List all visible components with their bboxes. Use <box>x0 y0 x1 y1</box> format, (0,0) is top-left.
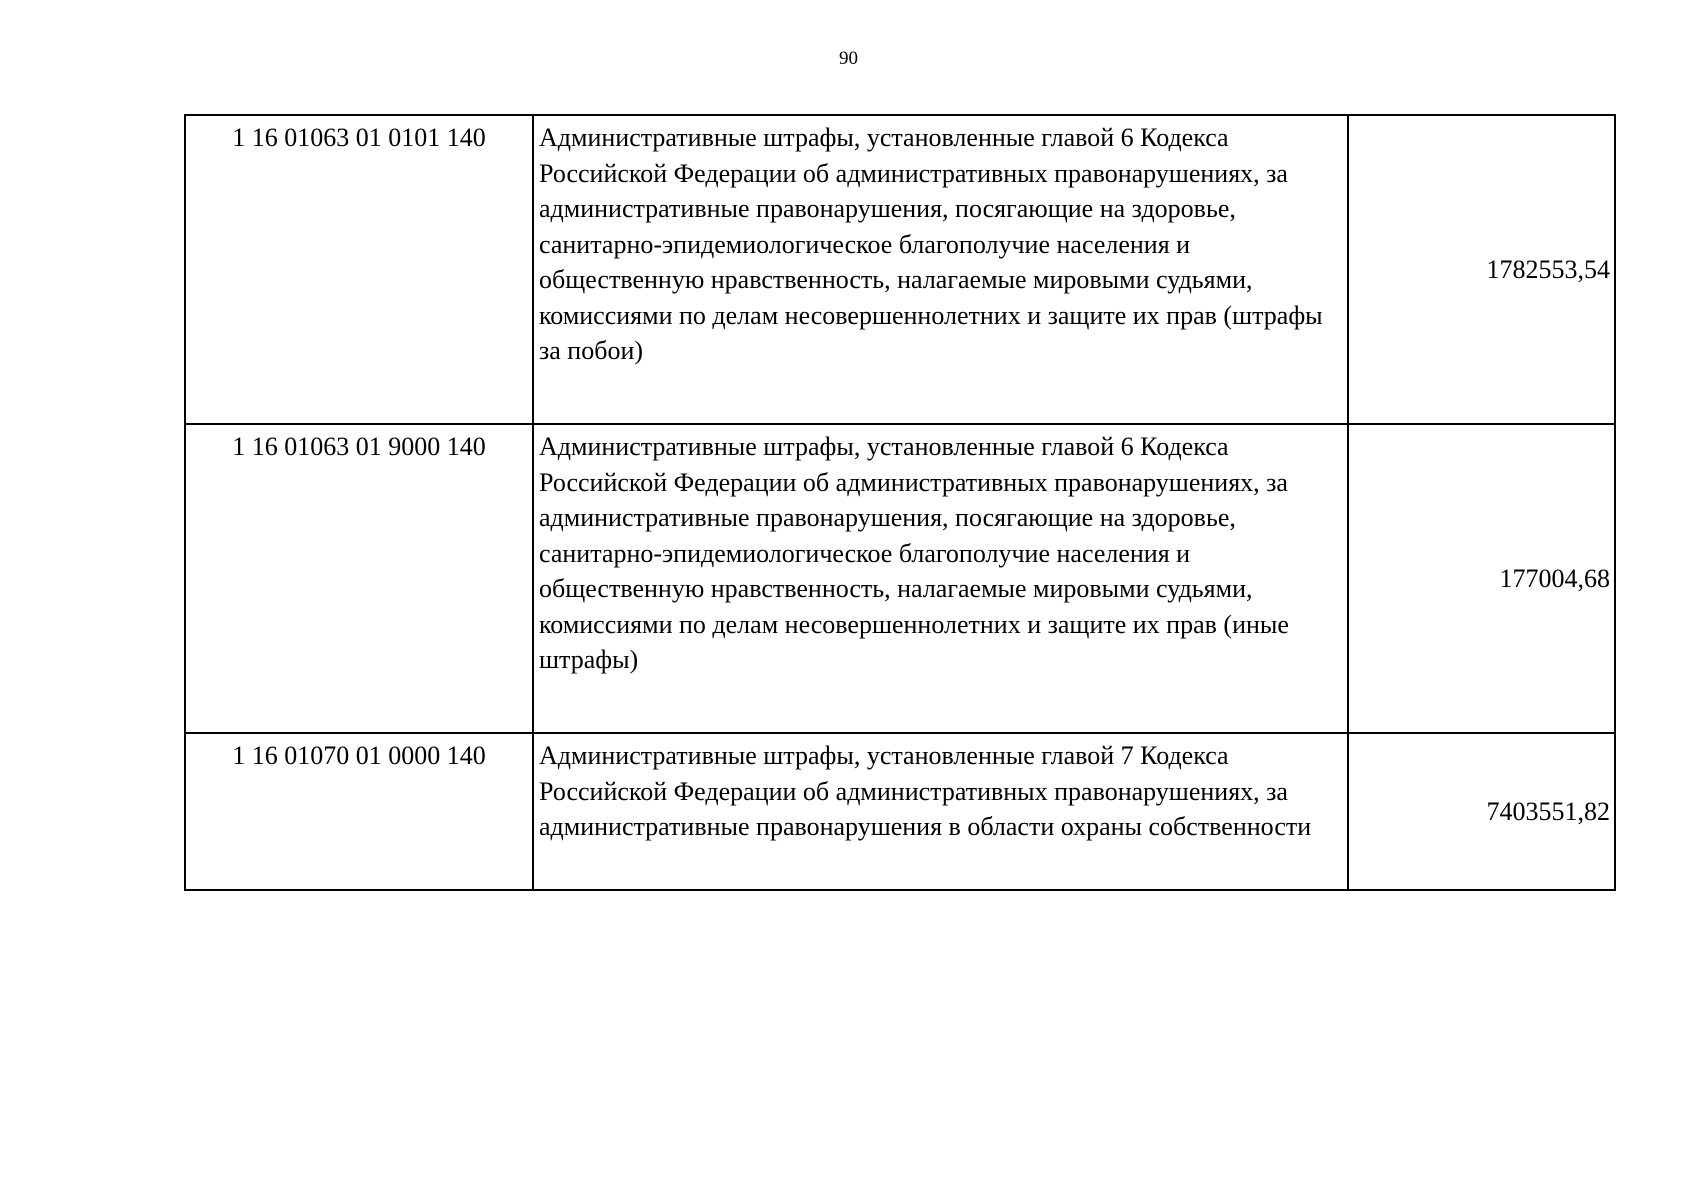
description-cell: Административные штрафы, установленные главой 6 Кодекса Российской Федерации об административных правонарушениях, за административные правонарушения, посягающие на здоровье, санитарно-эпидемиологическое благополучие населения и общественную нравственность, налагаемые мировыми судьями, комиссиями по делам несовершеннолетних и защите их прав (иные штрафы) <box>533 424 1348 733</box>
revenue-table <box>184 114 1616 891</box>
page-number: 90 <box>839 48 858 69</box>
amount-cell: 7403551,82 <box>1348 733 1615 890</box>
budget-code-cell: 1 16 01070 01 0000 140 <box>185 733 533 890</box>
table-row <box>185 115 1615 424</box>
table-row <box>185 733 1615 890</box>
table-row <box>185 424 1615 733</box>
budget-code-cell: 1 16 01063 01 0101 140 <box>185 115 533 424</box>
budget-code-cell: 1 16 01063 01 9000 140 <box>185 424 533 733</box>
amount-cell: 177004,68 <box>1348 424 1615 733</box>
description-cell: Административные штрафы, установленные главой 7 Кодекса Российской Федерации об административных правонарушениях, за административные правонарушения в области охраны собственности <box>533 733 1348 890</box>
description-cell: Административные штрафы, установленные главой 6 Кодекса Российской Федерации об административных правонарушениях, за административные правонарушения, посягающие на здоровье, санитарно-эпидемиологическое благополучие населения и общественную нравственность, налагаемые мировыми судьями, комиссиями по делам несовершеннолетних и защите их прав (штрафы за побои) <box>533 115 1348 424</box>
amount-cell: 1782553,54 <box>1348 115 1615 424</box>
